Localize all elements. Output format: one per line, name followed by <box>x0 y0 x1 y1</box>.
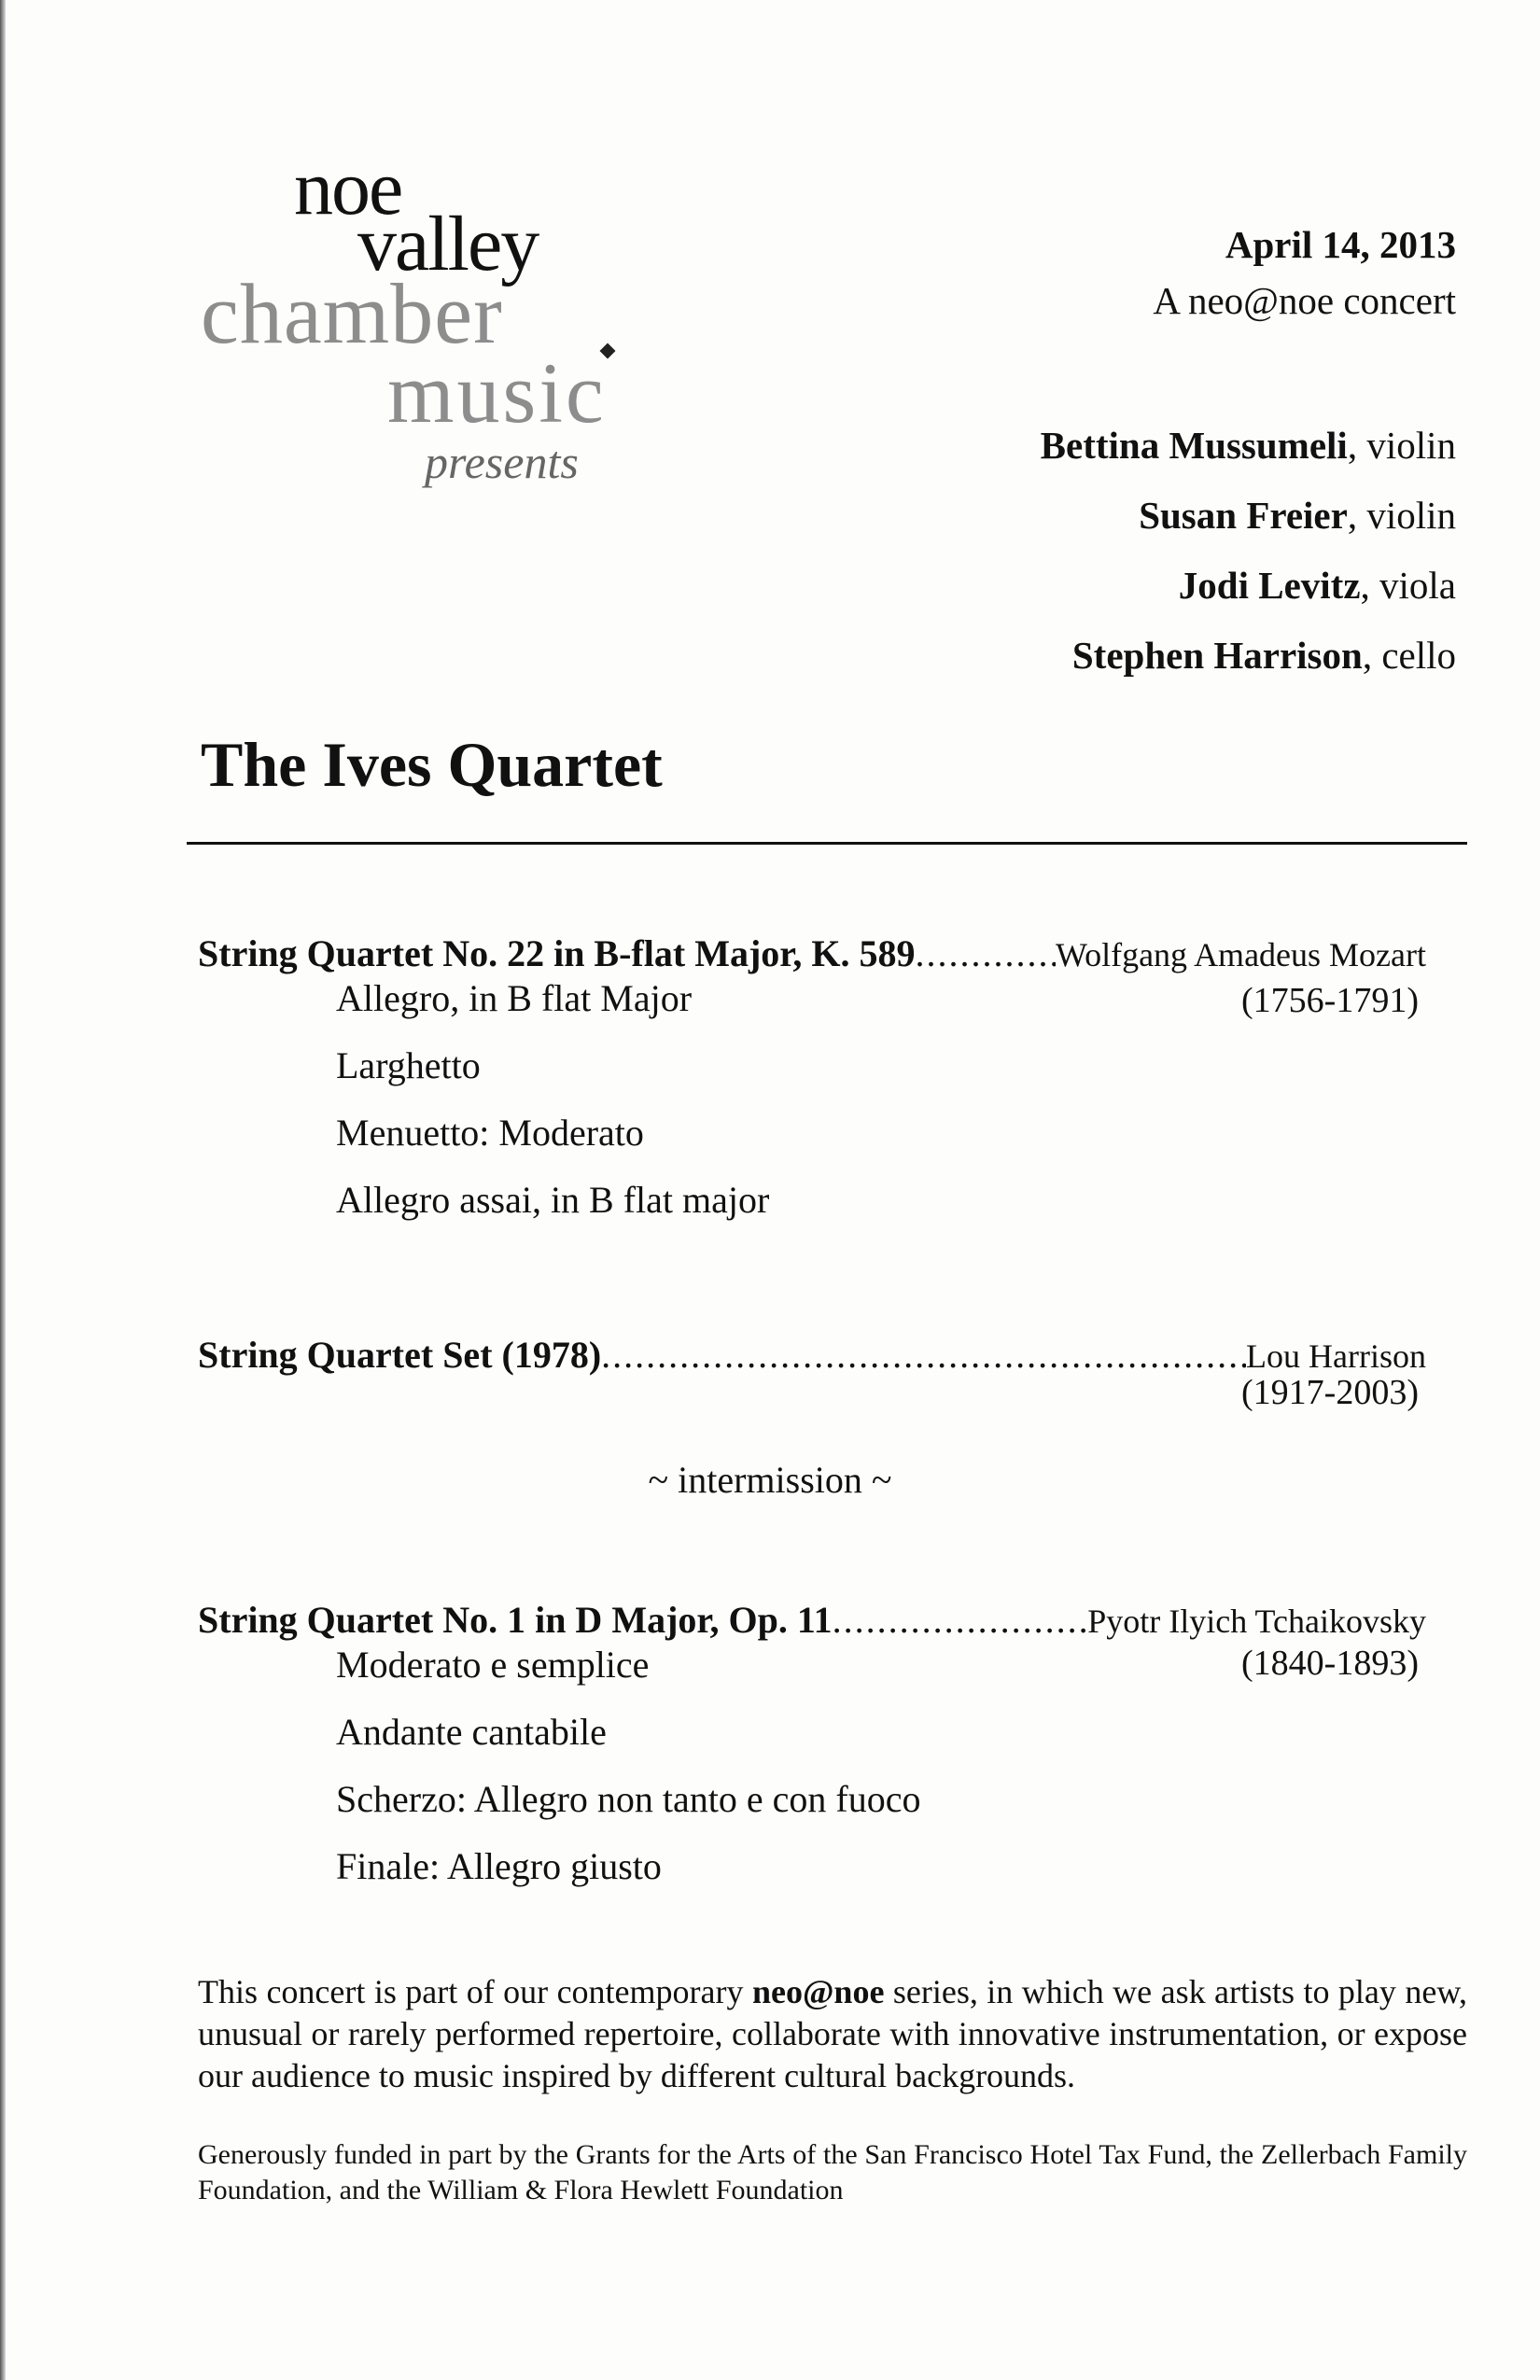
performer: Jodi Levitz, viola <box>1178 564 1456 607</box>
ensemble-name: The Ives Quartet <box>201 729 663 800</box>
series-name: neo@noe <box>751 1973 885 2010</box>
movement: Scherzo: Allegro non tanto e con fuoco <box>336 1778 921 1820</box>
work-composer: Wolfgang Amadeus Mozart <box>1055 936 1426 973</box>
program-work <box>198 931 1426 975</box>
dot-leader <box>833 1598 1088 1642</box>
composer-dates: (1840-1893) <box>1241 1644 1419 1683</box>
work-title: String Quartet No. 22 in B-flat Major, K. 589 <box>198 932 916 974</box>
composer-dates: (1756-1791) <box>1241 981 1419 1020</box>
movement: Allegro assai, in B flat major <box>336 1179 770 1221</box>
work-composer: Pyotr Ilyich Tchaikovsky <box>1087 1603 1426 1640</box>
logo-word-valley: valley <box>357 201 539 287</box>
program-work <box>198 1333 1426 1377</box>
page-edge <box>0 0 6 2380</box>
movement: Menuetto: Moderato <box>336 1112 644 1154</box>
logo-word-noe: noe <box>294 145 402 231</box>
divider <box>187 842 1467 845</box>
movement: Moderato e semplice <box>336 1644 650 1686</box>
composer-dates: (1917-2003) <box>1241 1373 1419 1412</box>
work-composer: Lou Harrison <box>1246 1337 1426 1375</box>
series-description: This concert is part of our contemporary neo@noe series, in which we ask artists to play new, unusual or rarely performed repertoire, collaborate with innovative instrumentation, or expose our audience to music inspired by different cultural backgrounds. <box>198 1973 1467 2094</box>
logo-word-chamber: chamber <box>201 266 503 361</box>
funding-acknowledgement: Generously funded in part by the Grants for the Arts of the San Francisco Hotel Tax Fund, the Zellerbach Family Foundation, and the William & Flora Hewlett Foundation <box>198 2139 1467 2205</box>
performer: Susan Freier, violin <box>1139 494 1456 537</box>
performer: Stephen Harrison, cello <box>1071 634 1456 677</box>
program-work <box>198 1598 1426 1642</box>
movement: Larghetto <box>336 1044 481 1086</box>
concert-series-label: A neo@noe concert <box>1153 279 1456 322</box>
performer: Bettina Mussumeli, violin <box>1040 424 1456 467</box>
movement: Allegro, in B flat Major <box>336 977 693 1019</box>
logo-word-music: music <box>387 345 607 441</box>
movement: Finale: Allegro giusto <box>336 1845 662 1887</box>
dot-leader <box>915 931 1056 975</box>
logo-tagline: presents <box>425 436 579 488</box>
noe-valley-chamber-music-logo <box>201 145 667 504</box>
work-title: String Quartet No. 1 in D Major, Op. 11 <box>198 1599 833 1641</box>
movement: Andante cantabile <box>336 1711 607 1753</box>
dot-leader <box>601 1333 1246 1377</box>
work-title: String Quartet Set (1978) <box>198 1334 602 1376</box>
concert-date: April 14, 2013 <box>1225 223 1456 266</box>
intermission: ~ intermission ~ <box>648 1459 892 1501</box>
